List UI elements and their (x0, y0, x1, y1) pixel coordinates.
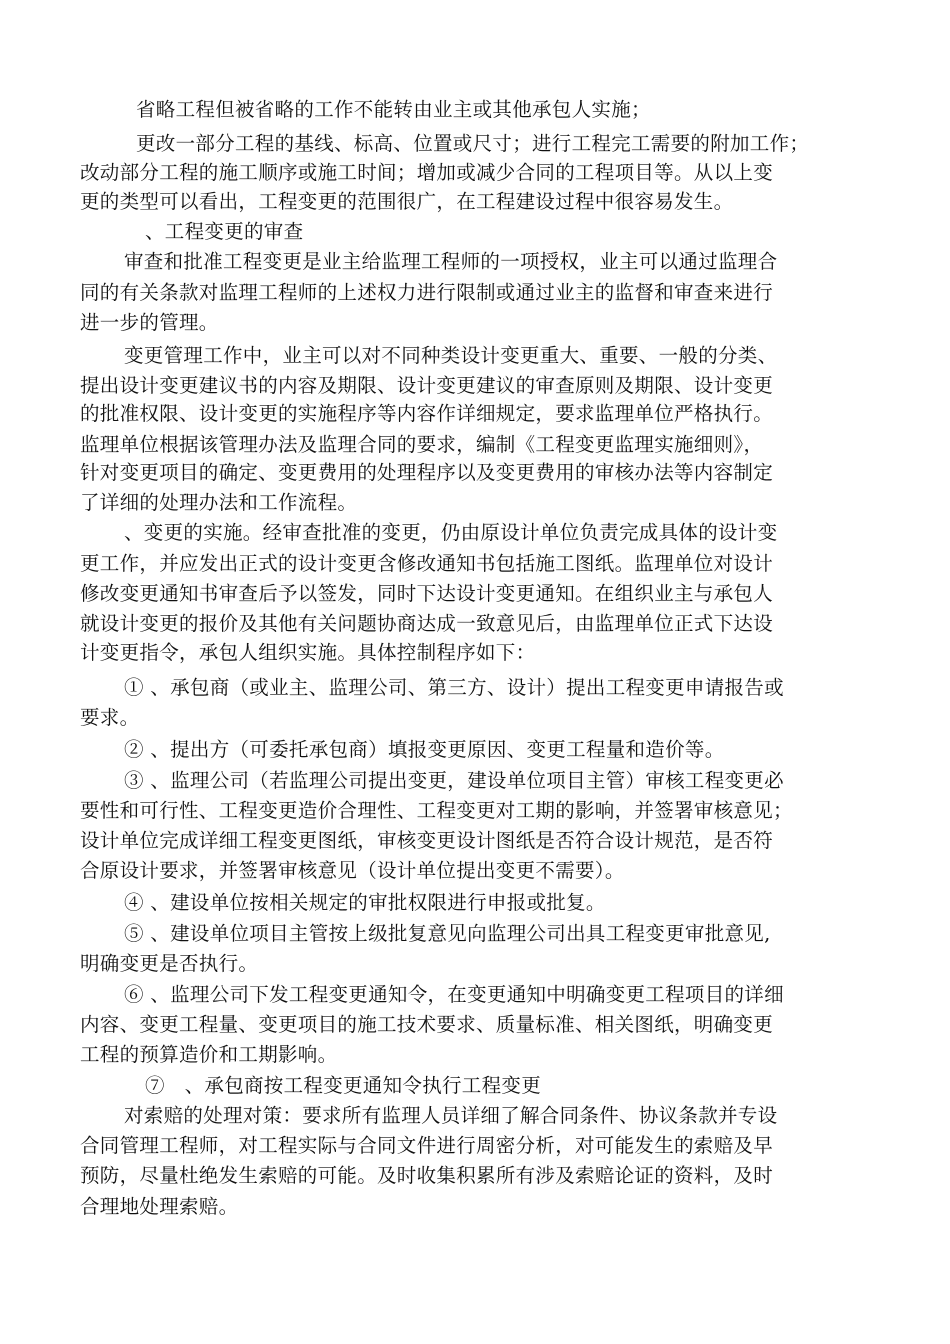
text-line: 进一步的管理。 (80, 311, 219, 334)
list-item: ④ 、建设单位按相关规定的审批权限进行申报或批复。 (124, 891, 606, 914)
text-line: 要求。 (80, 706, 140, 729)
text-line: 变更管理工作中，业主可以对不同种类设计变更重大、重要、一般的分类、 (124, 344, 778, 367)
text-line: 同的有关条款对监理工程师的上述权力进行限制或通过业主的监督和审查来进行 (80, 281, 774, 304)
text-line: 的批准权限、设计变更的实施程序等内容作详细规定，要求监理单位严格执行。 (80, 402, 774, 425)
text-line: 更的类型可以看出，工程变更的范围很广，在工程建设过程中很容易发生。 (80, 190, 734, 213)
text-line: 合原设计要求，并签署审核意见（设计单位提出变更不需要）。 (80, 859, 625, 882)
text-line: 对索赔的处理对策：要求所有监理人员详细了解合同条件、协议条款并专设 (124, 1104, 778, 1127)
list-item: ⑥ 、监理公司下发工程变更通知令，在变更通知中明确变更工程项目的详细 (124, 983, 784, 1006)
text-line: 了详细的处理办法和工作流程。 (80, 491, 358, 514)
text-line: 监理单位根据该管理办法及监理合同的要求，编制《工程变更监理实施细则》， (80, 433, 764, 456)
text-line: 更工作，并应发出正式的设计变更含修改通知书包括施工图纸。监理单位对设计 (80, 552, 774, 575)
text-line: 明确变更是否执行。 (80, 952, 259, 975)
list-item: ③ 、监理公司（若监理公司提出变更，建设单位项目主管）审核工程变更必 (124, 769, 784, 792)
text-line: 修改变更通知书审查后予以签发，同时下达设计变更通知。在组织业主与承包人 (80, 582, 774, 605)
text-line: 就设计变更的报价及其他有关问题协商达成一致意见后，由监理单位正式下达设 (80, 612, 774, 635)
text-line: 审查和批准工程变更是业主给监理工程师的一项授权，业主可以通过监理合 (124, 250, 778, 273)
text-line: 工程的预算造价和工期影响。 (80, 1043, 338, 1066)
text-line: 要性和可行性、工程变更造价合理性、工程变更对工期的影响，并签署审核意见； (80, 799, 793, 822)
list-item: ⑦ 、承包商按工程变更通知令执行工程变更 (145, 1074, 542, 1097)
text-line: 合理地处理索赔。 (80, 1195, 239, 1218)
list-item: ① 、承包商（或业主、监理公司、第三方、设计）提出工程变更申请报告或 (124, 676, 784, 699)
text-line: 改动部分工程的施工顺序或施工时间；增加或减少合同的工程项目等。从以上变 (80, 161, 774, 184)
text-line: 更改一部分工程的基线、标高、位置或尺寸；进行工程完工需要的附加工作； (136, 132, 810, 155)
list-item: ② 、提出方（可委托承包商）填报变更原因、变更工程量和造价等。 (124, 738, 725, 761)
text-line: 设计单位完成详细工程变更图纸，审核变更设计图纸是否符合设计规范，是否符 (80, 829, 774, 852)
text-line: 提出设计变更建议书的内容及期限、设计变更建议的审查原则及期限、设计变更 (80, 374, 774, 397)
text-line: 内容、变更工程量、变更项目的施工技术要求、质量标准、相关图纸，明确变更 (80, 1013, 774, 1036)
text-line: 、变更的实施。经审查批准的变更，仍由原设计单位负责完成具体的设计变 (124, 521, 778, 544)
text-line: 省略工程但被省略的工作不能转由业主或其他承包人实施； (136, 98, 651, 121)
text-line: 合同管理工程师，对工程实际与合同文件进行周密分析，对可能发生的索赔及早 (80, 1134, 774, 1157)
text-line: 计变更指令，承包人组织实施。具体控制程序如下： (80, 641, 536, 664)
text-line: 针对变更项目的确定、变更费用的处理程序以及变更费用的审核办法等内容制定 (80, 461, 774, 484)
text-line: 预防，尽量杜绝发生索赔的可能。及时收集积累所有涉及索赔论证的资料，及时 (80, 1164, 774, 1187)
section-heading: 、工程变更的审查 (145, 220, 304, 243)
list-item: ⑤ 、建设单位项目主管按上级批复意见向监理公司出具工程变更审批意见, (124, 922, 771, 945)
